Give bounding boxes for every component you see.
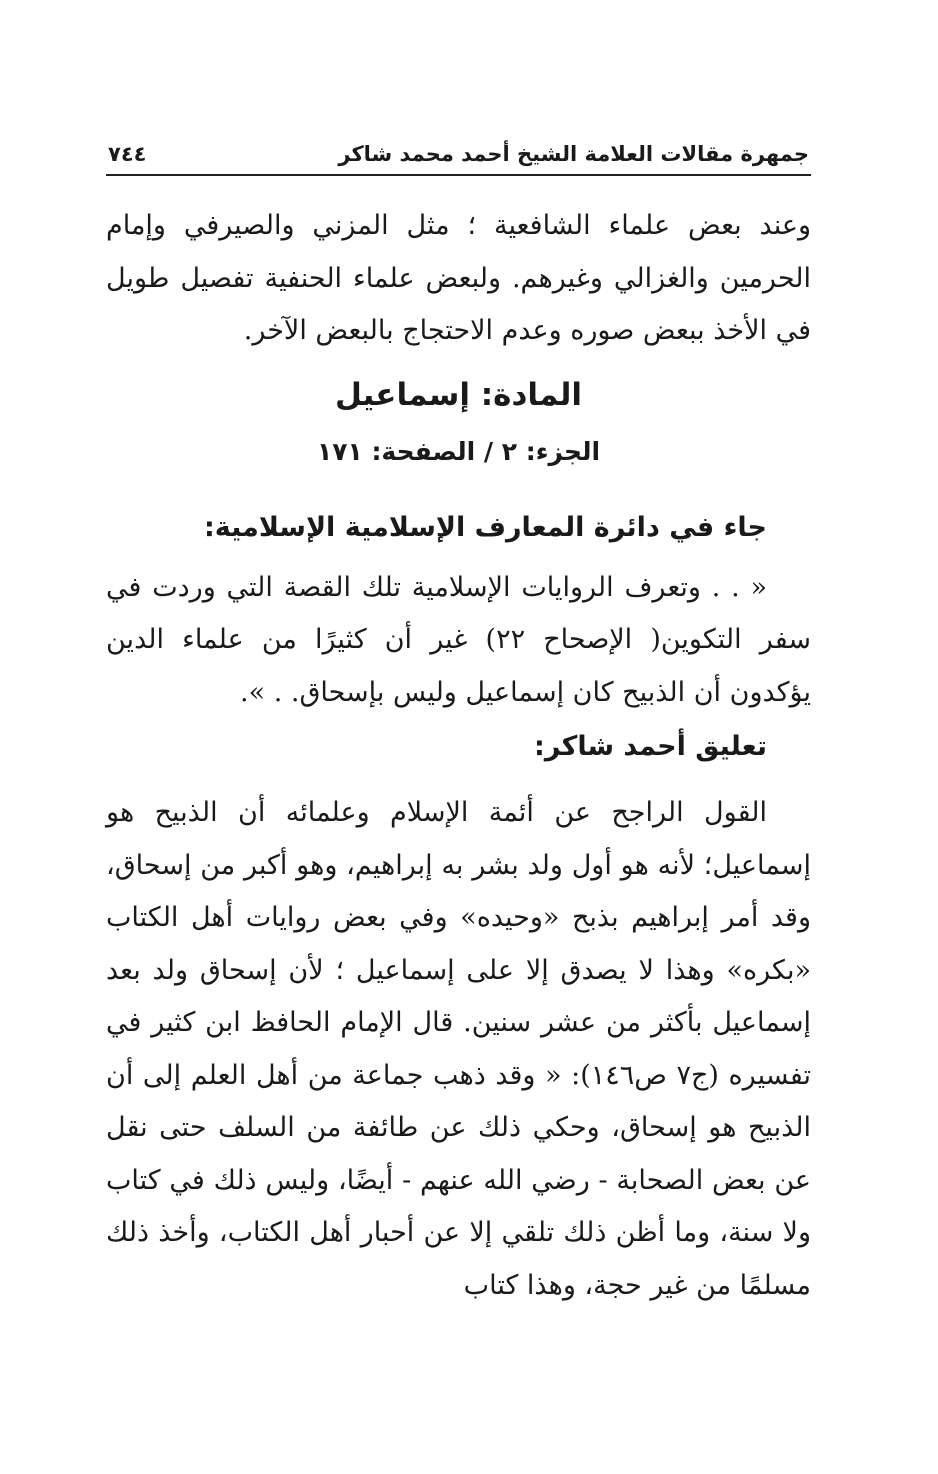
entry-title: المادة: إسماعيل [334,376,583,413]
comment-heading: تعليق أحمد شاكر: [534,731,767,762]
entry-reference: الجزء: ٢ / الصفحة: ١٧١ [316,436,601,466]
comment-paragraph: القول الراجح عن أئمة الإسلام وعلمائه أن الذبيح هو إسماعيل؛ لأنه هو أول ولد بشر به إبراهيم، وهو أكبر من إسحاق، وقد أمر إبراهيم بذبح «وحيده» وفي بعض روايات أهل الكتاب «بكره» وهذا لا يصدق إلا على إسماعيل ؛ لأن إسحاق ولد بعد إسماعيل بأكثر من عشر سنين. قال الإمام الحافظ ابن كثير في تفسيره (ج٧ ص١٤٦): « وقد ذهب جماعة من أهل العلم إلى أن الذبيح هو إسحاق، وحكي ذلك عن طائفة من السلف حتى نقل عن بعض الصحابة - رضي الله عنهم - أيضًا، وليس ذلك في كتاب ولا سنة، وما أظن ذلك تلقي إلا عن أحبار أهل الكتاب، وأخذ ذلك مسلمًا من غير حجة، وهذا كتاب [106,797,812,1301]
book-title: جمهرة مقالات العلامة الشيخ أحمد محمد شاكر [338,142,809,166]
running-header [106,128,811,176]
encyclopedia-heading: جاء في دائرة المعارف الإسلامية الإسلامية: [203,511,767,543]
intro-paragraph: وعند بعض علماء الشافعية ؛ مثل المزني والصيرفي وإمام الحرمين والغزالي وغيرهم. ولبعض علماء الحنفية تفصيل طويل في الأخذ ببعض صوره وعدم الاحتجاج بالبعض الآخر. [106,210,811,346]
book-page [106,128,811,1312]
encyclopedia-quote: « . . وتعرف الروايات الإسلامية تلك القصة التي وردت في سفر التكوين( الإصحاح ٢٢) غير أن كثيرًا من علماء الدين يؤكدون أن الذبيح كان إسماعيل وليس بإسحاق. . ». [106,571,811,708]
page-number: ٧٤٤ [108,142,147,166]
